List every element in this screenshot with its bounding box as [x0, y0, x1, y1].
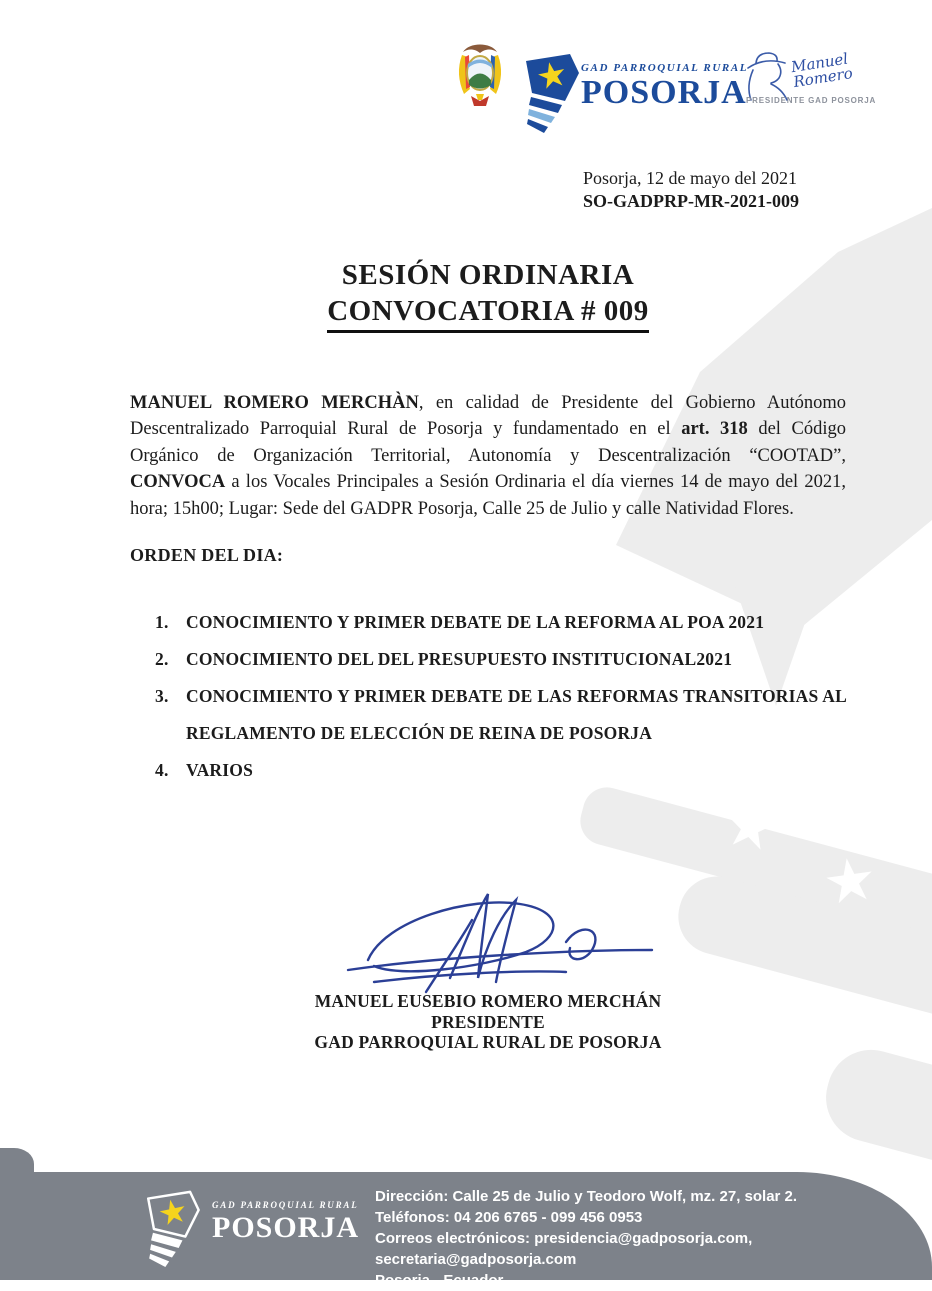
agenda-item-number: 1. — [155, 612, 169, 632]
title-line2: CONVOCATORIA # 009 — [327, 294, 649, 333]
footer-phones: Teléfonos: 04 206 6765 - 099 456 0953 — [375, 1209, 643, 1226]
agenda-item-number: 4. — [155, 760, 169, 780]
header-logo-text — [581, 62, 751, 110]
posorja-shield-icon — [520, 52, 582, 134]
signer-name: MANUEL EUSEBIO ROMERO MERCHÁN — [314, 991, 662, 1011]
footer-emails: Correos electrónicos: presidencia@gadposorja.com, — [375, 1230, 753, 1247]
agenda-item — [155, 641, 847, 678]
reference-number: SO-GADPRP-MR-2021-009 — [583, 191, 799, 211]
agenda-item — [155, 678, 847, 752]
footer-email-2: secretaria@gadposorja.com — [375, 1251, 577, 1268]
agenda-item-number: 2. — [155, 649, 169, 669]
body-bold-article: art. 318 — [681, 419, 748, 440]
body-text-2: del Código Orgánico de Organización Territorial, Autonomía y Descentralización “COOTAD”, — [130, 419, 846, 466]
agenda-item-text: VARIOS — [186, 760, 254, 780]
body-text-1: , en calidad de Presidente del Gobierno Autónomo Descentralizado Parroquial Rural de Posorja y fundamentado en el — [130, 392, 846, 440]
dateline-block — [583, 167, 799, 213]
logo-name: POSORJA — [581, 74, 747, 111]
agenda-item — [155, 604, 847, 641]
agenda-item — [155, 752, 847, 789]
agenda-item-text: CONOCIMIENTO Y PRIMER DEBATE DE LA REFORMA AL POA 2021 — [186, 612, 765, 632]
logo-tagline: GAD PARROQUIAL RURAL — [581, 62, 749, 74]
president-sketch-icon — [744, 50, 792, 102]
footer-address: Dirección: Calle 25 de Julio y Teodoro Wolf, mz. 27, solar 2. — [375, 1188, 798, 1205]
body-bold-convoca: CONVOCA — [130, 472, 226, 493]
agenda-item-text: CONOCIMIENTO Y PRIMER DEBATE DE LAS REFORMAS TRANSITORIAS AL REGLAMENTO DE ELECCIÓN DE REINA DE POSORJA — [186, 686, 847, 743]
body-bold-name: MANUEL ROMERO MERCHÀN — [130, 392, 419, 413]
footer-contact-block — [375, 1186, 855, 1291]
footer-logo-name: POSORJA — [212, 1211, 360, 1244]
president-signature-script: Manuel Romero — [789, 49, 854, 92]
body-paragraph — [130, 390, 846, 523]
body-text-3: a los Vocales Principales a Sesión Ordinaria el día viernes 14 de mayo del 2021, hora; 15h00; Lugar: Sede del GADPR Posorja, Calle 25 de Julio y calle Natividad Flores. — [130, 472, 846, 519]
signer-role: PRESIDENTE — [431, 1011, 545, 1032]
president-caption: PRESIDENTE GAD POSORJA — [746, 96, 877, 105]
footer-posorja-shield-icon — [140, 1190, 204, 1268]
footer-location: Posorja - Ecuador — [375, 1272, 504, 1289]
agenda-list — [155, 604, 847, 789]
title-line1: SESIÓN ORDINARIA — [341, 259, 635, 291]
agenda-heading: ORDEN DEL DIA: — [130, 545, 284, 565]
footer-logo-tagline: GAD PARROQUIAL RURAL — [212, 1200, 359, 1210]
header — [0, 0, 932, 150]
signer-org: GAD PARROQUIAL RURAL DE POSORJA — [314, 1032, 662, 1053]
handwritten-signature-icon — [330, 886, 670, 998]
signature-block — [130, 991, 846, 1053]
document-title — [130, 257, 846, 333]
agenda-item-number: 3. — [155, 686, 169, 706]
agenda-item-text: CONOCIMIENTO DEL DEL PRESUPUESTO INSTITUCIONAL2021 — [186, 649, 733, 669]
dateline: Posorja, 12 de mayo del 2021 — [583, 168, 797, 188]
ecuador-coat-of-arms-icon — [455, 40, 505, 108]
footer-logo-text — [212, 1200, 359, 1243]
